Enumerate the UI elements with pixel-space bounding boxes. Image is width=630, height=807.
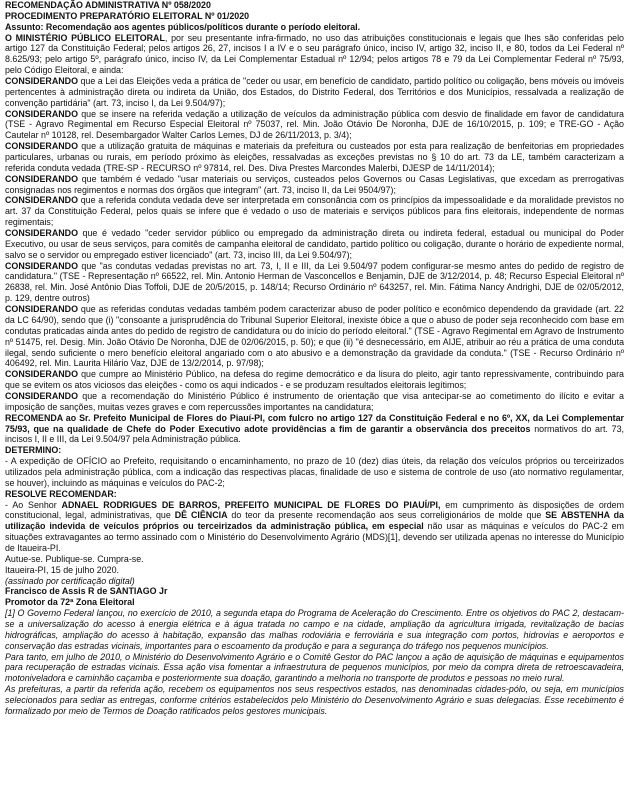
considerando-6	[5, 228, 624, 261]
considerando-text: que também é vedado "usar materiais ou serviços, custeados pelos Governos ou Casas Legislativas, que excedam as prerrogativas consignadas nos regimentos e normas dos órgãos que integram" (art. 73, inciso II, da Lei 9504/97);	[5, 173, 624, 195]
considerando-label: CONSIDERANDO	[5, 260, 78, 271]
considerando-8	[5, 304, 624, 369]
considerando-text: que é vedado "ceder servidor público ou empregado da administração direta ou indireta federal, estadual ou municipal do Poder Executivo, ou usar de seus serviços, para comitês de campanha eleitoral de candidato, partido político ou coligação, durante o horário de expediente normal, salvo se o servidor ou empregado estiver licenciado" (art. 73, inciso III, da Lei 9.504/97);	[5, 228, 624, 260]
considerando-label: CONSIDERANDO	[5, 390, 78, 401]
footnote-3: As prefeituras, a partir da referida ação, recebem os equipamentos nos seus respectivos estados, nas denominadas cidades-pólo, ou seja, em municípios selecionados para sediar as entregas, conforme critérios estabelecidos pelo Ministério do Desenvolvimento Agrário e suas delegacias. Esse recebimento é formalizado por meio de Termos de Doação ratificados pelos gestores municipais.	[5, 684, 624, 716]
considerando-label: CONSIDERANDO	[5, 228, 78, 239]
intro-paragraph	[5, 33, 624, 76]
resolve-text: do teor da presente recomendação aos seus correligionários de molde que	[227, 510, 546, 521]
considerando-text: que a Lei das Eleições veda a prática de "ceder ou usar, em benefício de candidato, partido político ou coligação, bens móveis ou imóveis pertencentes à administração direta ou indireta da União, dos Estados, do Distrito Federal, dos Territórios e dos Municípios, ressalvada a realização de convenção partidária" (art. 73, inciso I, da Lei 9.504/97);	[5, 76, 624, 108]
considerando-label: CONSIDERANDO	[5, 108, 78, 119]
mayor-name: ADNAEL RODRIGUES DE BARROS, PREFEITO MUNICIPAL DE FLORES DO PIAUÍ/PI,	[61, 499, 441, 510]
considerando-1	[5, 76, 624, 109]
considerando-3	[5, 141, 624, 174]
resolve-text: - Ao Senhor	[5, 499, 62, 510]
considerando-text: que a utilização gratuita de máquinas e materiais da prefeitura ou custeados por esta para realização de benfeitorias em propriedades particulares, urbanas ou rurais, em período próximo às eleições, ressalvadas as exceções previstas no § 10 do art. 73 da LE, também caracterizam a referida conduta vedada (TRE-SP - RECURSO nº 97814, rel. Des. Diva Prestes Marcondes Malerbi, DJESP de 14/11/2014);	[5, 141, 624, 173]
considerando-4	[5, 174, 624, 196]
place-date: Itaueira-PI, 15 de julho 2020.	[5, 564, 119, 575]
se-abstenha: SE ABSTENHA da utilização indevida de veículos próprios ou terceirizados da administração pública, em especial	[5, 510, 624, 532]
signature-note: (assinado por certificação digital)	[5, 575, 135, 586]
considerando-label: CONSIDERANDO	[5, 173, 78, 184]
resolve-text: em cumprimento às disposições de ordem constitucional, legal, administrativas, que	[5, 499, 624, 521]
considerando-9	[5, 369, 624, 391]
document-title: RECOMENDAÇÃO ADMINISTRATIVA Nº 058/2020	[5, 0, 211, 10]
considerando-10	[5, 391, 624, 413]
considerando-label: CONSIDERANDO	[5, 304, 78, 315]
subject-line: Assunto: Recomendação aos agentes públicos/políticos durante o período eleitoral.	[5, 21, 361, 32]
considerando-text: que "as condutas vedadas previstas no art. 73, I, II e III, da Lei 9.504/97 podem configurar-se mesmo antes do pedido de registro de candidatura." (TSE - Representação nº 66522, rel. Min. Antonio Herman de Vasconcellos e Benjamin, DJE de 3/12/2014, p. 48; Recurso Especial Eleitoral nº 26838, rel. Min. José Antônio Dias Toffoli, DJE de 20/5/2015, p. 148/14; Recurso Ordinário nº 643257, rel. Min. Fátima Nancy Andrighi, DJE de 02/05/2012, p. 129, dentre outros)	[5, 260, 624, 304]
considerando-label: CONSIDERANDO	[5, 195, 78, 206]
resolve-heading: RESOLVE RECOMENDAR:	[5, 488, 117, 499]
considerando-label: CONSIDERANDO	[5, 141, 78, 152]
considerando-text: que a recomendação do Ministério Público é instrumento de orientação que visa antecipar-se ao cometimento do ilícito e evitar a imposição de sanções, muitas vezes graves e com repercussões importantes na candidatura;	[5, 390, 624, 412]
considerando-text: que as referidas condutas vedadas também podem caracterizar abuso de poder político e econômico dependendo da gravidade (art. 22 da LC 64/90), sendo que (i) "consoante a jurisprudência do Tribunal Superior Eleitoral, inexiste óbice a que o abuso de poder seja reconhecido com base em condutas praticadas ainda antes do pedido de registro de candidatura ou do início do período eleitoral." (TSE - Agravo Regimental em Agravo de Instrumento nº 51475, rel. Desig. Min. João Otávio De Noronha, DJE de 02/06/2015, p. 50); e que (ii) "é desnecessário, em AIJE, atribuir ao réu a prática de uma conduta ilegal, sendo suficiente o mero benefício eleitoral angariado com o ato abusivo e a demonstração da gravidade da conduta." (TSE - Recurso Ordinário nº 406492, rel. Min. Laurita Hilário Vaz, DJE de 13/2/2014, p. 97/98);	[5, 304, 624, 369]
signer-name: Francisco de Assis R de SANTIAGO Jr	[5, 586, 168, 597]
determino-heading: DETERMINO:	[5, 445, 62, 456]
recomenda-text: normativos do art. 73, incisos I, II e III, da Lei 9.504/97 pela Administração pública.	[5, 423, 624, 445]
procedure-title: PROCEDIMENTO PREPARATÓRIO ELEITORAL Nº 01/2020	[5, 10, 250, 21]
autue-line: Autue-se. Publique-se. Cumpra-se.	[5, 553, 144, 564]
considerando-label: CONSIDERANDO	[5, 76, 78, 87]
considerando-5	[5, 195, 624, 228]
determino-text: - A expedição de OFÍCIO ao Prefeito, requisitando o encaminhamento, no prazo de 10 (dez) dias úteis, da relação dos veículos próprios ou terceirizados utilizados pela administração pública, com a indicação das respectivas placas, finalidade de uso e sistema de controle de uso (ato normativo regulamentar, se houver), incluindo as máquinas e veículos do PAC-2;	[5, 456, 624, 488]
considerando-text: que cumpre ao Ministério Público, na defesa do regime democrático e da lisura do pleito, agir tanto repressivamente, contribuindo para que se evitem os atos viciosos das eleições - como os aqui indicados - e se produzam resultados eleitorais legítimos;	[5, 369, 624, 391]
considerando-2	[5, 109, 624, 142]
resolve-paragraph	[5, 500, 624, 554]
considerando-7	[5, 261, 624, 304]
de-ciencia: DÊ CIÊNCIA	[174, 510, 228, 521]
considerando-text: que a referida conduta vedada deve ser interpretada em consonância com os princípios da impessoalidade e da moralidade previstos no art. 37 da Constituição Federal, pelos quais se infere que é vedado o uso de materiais e serviços públicos para fins eleitorais, independente de normas regimentais;	[5, 195, 624, 228]
recomenda-paragraph	[5, 413, 624, 446]
footnote-2: Para tanto, em julho de 2010, o Ministério do Desenvolvimento Agrário e o Comitê Gestor do PAC lançou a ação de aquisição de máquinas e equipamentos para recuperação de estradas vicinais. Essa ação visa fomentar a infraestrutura de pequenos municípios, por meio da compra direta de retroescavadeira, motoniveladora e caminhão caçamba e posteriormente sua doação, garantindo a melhoria no transporte de produtos e pessoas no meio rural.	[5, 651, 624, 684]
footnote-1: [1] O Governo Federal lançou, no exercício de 2010, a segunda etapa do Programa de Aceleração do Crescimento. Entre os objetivos do PAC 2, destacam-se a universalização do acesso à energia elétrica e à água tratada no campo e na cidade, ampliação da agricultura irrigada, revitalização de bacias hidrográficas, ampliação do acesso à habitação, expansão das malhas rodoviária e ferroviária e sua integração com portos, hidrovias e aeroportos e conservação das estradas vicinais, importantes para o escoamento da produção e para a segurança do tráfego nos pequenos municípios.	[5, 608, 624, 651]
resolve-text: não usar as máquinas e veículos do PAC-2 em situações extravagantes ao termo assinado com o Ministério do Desenvolvimento Agrário (MDS)[1], devendo ser utilizada apenas no interesse do Município de Itaueira-PI.	[5, 521, 624, 553]
intro-bold: O MINISTÉRIO PÚBLICO ELEITORAL	[5, 32, 165, 43]
considerando-label: CONSIDERANDO	[5, 369, 78, 380]
signer-role: Promotor da 72ª Zona Eleitoral	[5, 597, 135, 608]
recomenda-bold: RECOMENDA ao Sr. Prefeito Municipal de Flores do Piauí-PI, com fulcro no artigo 127 da Constituição Federal e no 6º, XX, da Lei Complementar 75/93, que na qualidade de Chefe do Poder Executivo adote providências a fim de garantir a observância dos preceitos	[5, 412, 624, 434]
considerando-text: que se insere na referida vedação a utilização de veículos da administração pública com desvio de finalidade em favor de candidatura (TSE - Agravo Regimental em Recurso Especial Eleitoral nº 75037, rel. Min. João Otávio De Noronha, DJE de 16/10/2015, p. 109; e TRE-GO - Ação Cautelar nº 10128, rel. Desembargador Walter Carlos Lemes, DJ de 26/11/2013, p. 3/4);	[5, 108, 624, 141]
intro-text: , por seu presentante infra-firmado, no uso das atribuições constitucionais e legais que lhes são conferidas pelo artigo 127 da Constituição Federal; pelos artigos 26, 27, incisos I a IV e o seu parágrafo único, inciso IV, artigo 32, inciso II, e 80, todos da Lei Federal nº 8.625/93; pelo artigo 5º, parágrafo único, inciso IV, da Lei Complementar Estadual nº 12/94; pelos artigos 78 e 79 da Lei Complementar Federal nº 75/93, pelo Código Eleitoral, e ainda:	[5, 32, 624, 76]
